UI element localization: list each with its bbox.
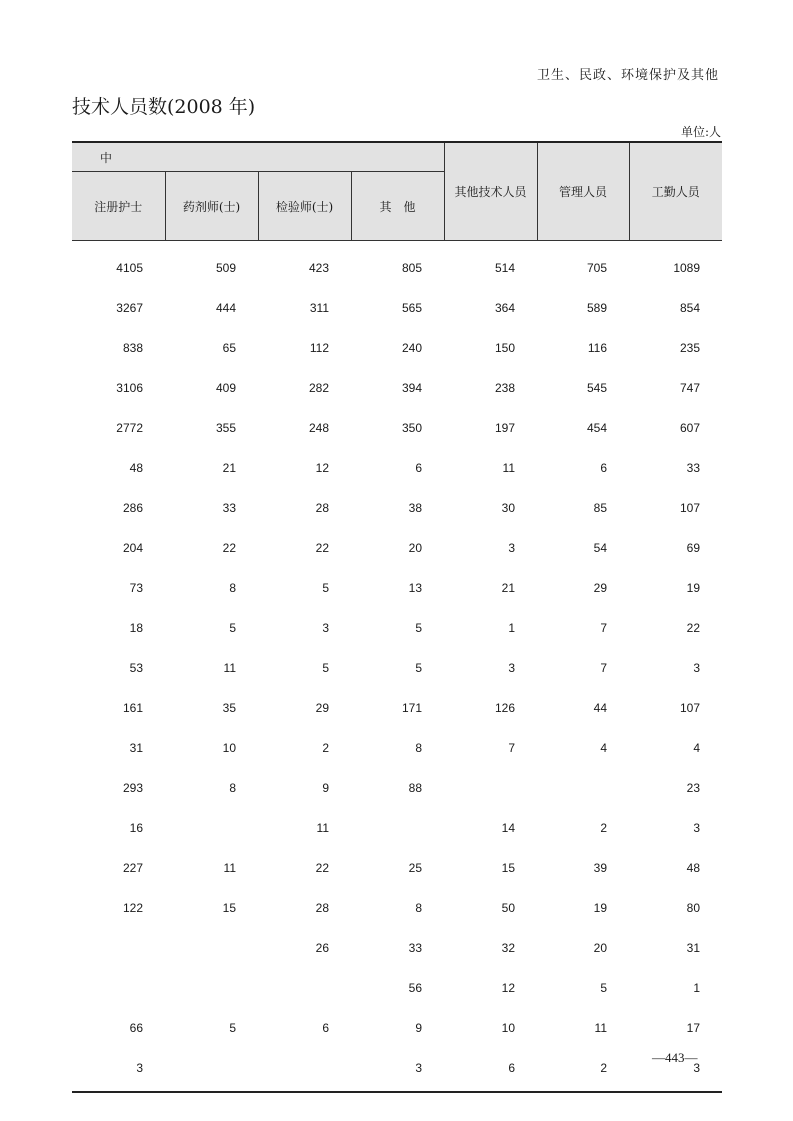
column-header: 注册护士 (72, 172, 165, 241)
table-cell: 44 (593, 701, 608, 715)
table-cell: 19 (686, 581, 701, 595)
table-cell: 116 (587, 341, 608, 355)
table-cell: 311 (309, 301, 329, 315)
table-row (72, 528, 722, 568)
table-cell (72, 968, 165, 1008)
data-table (72, 141, 722, 1093)
column-header: 检验师(士) (258, 172, 351, 241)
table-cell: 12 (501, 981, 516, 995)
table-cell: 364 (494, 301, 516, 315)
table-row (72, 848, 722, 888)
table-cell: 22 (315, 541, 329, 555)
page-number: —443— (652, 1050, 698, 1065)
table-cell: 112 (309, 341, 329, 355)
table-row (72, 448, 722, 488)
table-cell: 19 (593, 901, 608, 915)
table-cell (165, 968, 258, 1008)
table-cell: 73 (129, 581, 143, 595)
table-cell: 33 (222, 501, 236, 515)
table-cell: 3267 (116, 301, 143, 315)
table-cell: 589 (586, 301, 608, 315)
table-cell: 3 (693, 821, 701, 835)
table-cell: 126 (494, 701, 516, 715)
column-header: 其他技术人员 (444, 142, 537, 241)
table-cell: 9 (415, 1021, 423, 1035)
table-cell: 6 (415, 461, 423, 475)
table-cell: 854 (679, 301, 701, 315)
table-cell: 248 (308, 421, 329, 435)
table-cell: 6 (600, 461, 608, 475)
table-cell: 4105 (116, 261, 143, 275)
table-cell: 48 (686, 861, 701, 875)
table-cell: 8 (415, 741, 423, 755)
table-cell: 53 (129, 661, 143, 675)
table-cell: 66 (129, 1021, 143, 1035)
table-cell: 5 (229, 1021, 236, 1035)
technical-staff-table (72, 141, 722, 1093)
table-cell: 25 (408, 861, 423, 875)
table-cell: 11 (223, 861, 236, 875)
table-cell: 11 (502, 461, 516, 475)
table-cell: 13 (408, 581, 423, 595)
table-cell: 5 (322, 581, 329, 595)
table-cell: 122 (122, 901, 143, 915)
table-cell: 33 (408, 941, 423, 955)
table-cell: 3 (508, 541, 516, 555)
table-cell (537, 768, 629, 808)
table-cell: 350 (401, 421, 423, 435)
table-row (72, 888, 722, 928)
table-cell: 28 (315, 501, 329, 515)
table-cell: 2772 (116, 421, 143, 435)
table-cell: 20 (408, 541, 423, 555)
table-cell: 805 (401, 261, 423, 275)
table-cell: 394 (401, 381, 423, 395)
column-header: 工勤人员 (629, 142, 722, 241)
table-cell: 6 (322, 1021, 329, 1035)
table-row (72, 928, 722, 968)
table-cell: 514 (494, 261, 516, 275)
table-cell: 39 (593, 861, 608, 875)
table-cell: 7 (600, 661, 608, 675)
table-cell: 8 (415, 901, 423, 915)
table-row (72, 408, 722, 448)
table-cell: 509 (215, 261, 236, 275)
table-cell: 22 (686, 621, 701, 635)
table-cell: 235 (679, 341, 701, 355)
table-cell: 15 (501, 861, 516, 875)
table-cell: 4 (600, 741, 608, 755)
table-cell: 26 (315, 941, 329, 955)
table-cell: 5 (415, 661, 423, 675)
table-cell: 32 (501, 941, 516, 955)
table-cell: 5 (322, 661, 329, 675)
table-row (72, 808, 722, 848)
table-cell: 33 (686, 461, 701, 475)
table-cell: 23 (686, 781, 701, 795)
table-cell: 22 (315, 861, 329, 875)
table-cell: 1 (508, 621, 516, 635)
table-cell: 48 (129, 461, 143, 475)
table-cell: 5 (600, 981, 608, 995)
table-cell: 6 (444, 1048, 537, 1092)
table-row (72, 328, 722, 368)
table-cell: 35 (222, 701, 236, 715)
table-cell: 31 (129, 741, 143, 755)
table-cell: 3106 (116, 381, 143, 395)
table-cell: 21 (222, 461, 236, 475)
table-cell: 10 (222, 741, 236, 755)
table-cell: 29 (315, 701, 329, 715)
table-row (72, 968, 722, 1008)
table-row (72, 288, 722, 328)
table-cell: 7 (600, 621, 608, 635)
table-cell: 4 (693, 741, 701, 755)
table-cell: 107 (679, 701, 701, 715)
table-cell: 5 (229, 621, 236, 635)
table-cell: 293 (122, 781, 143, 795)
table-cell: 15 (222, 901, 236, 915)
table-cell: 80 (686, 901, 701, 915)
table-cell: 21 (501, 581, 516, 595)
table-cell (72, 928, 165, 968)
column-header: 其 他 (351, 172, 444, 241)
table-row (72, 768, 722, 808)
table-cell: 838 (122, 341, 143, 355)
table-cell: 3 (508, 661, 516, 675)
table-cell: 747 (679, 381, 701, 395)
table-cell: 545 (586, 381, 608, 395)
table-row (72, 688, 722, 728)
table-cell: 2 (600, 821, 608, 835)
table-cell: 171 (401, 701, 423, 715)
table-cell: 22 (222, 541, 236, 555)
table-cell: 204 (122, 541, 143, 555)
table-cell: 38 (408, 501, 423, 515)
table-cell: 56 (408, 981, 423, 995)
table-row (72, 241, 722, 289)
table-cell: 11 (316, 821, 329, 835)
table-row (72, 368, 722, 408)
page-title: 技术人员数(2008 年) (72, 96, 256, 118)
table-cell (444, 768, 537, 808)
table-cell (165, 928, 258, 968)
table-cell: 444 (215, 301, 236, 315)
table-cell: 28 (315, 901, 329, 915)
table-cell: 3 (322, 621, 329, 635)
table-cell: 18 (129, 621, 143, 635)
group-header: 中 (72, 142, 444, 172)
table-cell: 50 (501, 901, 516, 915)
table-cell (258, 968, 351, 1008)
table-cell: 240 (401, 341, 423, 355)
table-cell: 286 (122, 501, 143, 515)
table-cell: 30 (501, 501, 516, 515)
table-cell: 16 (129, 821, 143, 835)
table-row (72, 608, 722, 648)
table-cell: 9 (322, 781, 329, 795)
table-cell: 1 (693, 981, 701, 995)
table-cell: 31 (686, 941, 701, 955)
table-row (72, 728, 722, 768)
table-cell: 2 (322, 741, 329, 755)
running-head: 卫生、民政、环境保护及其他 (536, 68, 719, 83)
table-cell: 454 (586, 421, 608, 435)
table-cell: 705 (586, 261, 608, 275)
table-cell: 29 (593, 581, 608, 595)
table-cell: 3 (693, 661, 701, 675)
table-cell: 607 (679, 421, 701, 435)
table-cell: 12 (315, 461, 329, 475)
table-cell: 227 (122, 861, 143, 875)
table-cell: 107 (679, 501, 701, 515)
table-cell: 355 (215, 421, 236, 435)
table-cell: 69 (686, 541, 701, 555)
table-row (72, 648, 722, 688)
table-row (72, 488, 722, 528)
table-cell: 85 (593, 501, 608, 515)
table-cell: 3 (629, 1048, 722, 1092)
table-cell: 14 (501, 821, 516, 835)
table-row (72, 1048, 722, 1092)
table-cell: 17 (686, 1021, 701, 1035)
table-row (72, 1008, 722, 1048)
table-cell: 423 (308, 261, 329, 275)
unit-label: 单位:人 (680, 125, 721, 139)
table-cell: 282 (308, 381, 329, 395)
table-cell: 65 (222, 341, 236, 355)
table-cell (165, 808, 258, 848)
table-cell: 11 (594, 1021, 608, 1035)
table-cell: 8 (229, 781, 236, 795)
table-cell: 10 (501, 1021, 516, 1035)
table-cell: 3 (351, 1048, 444, 1092)
table-cell (165, 1048, 258, 1092)
column-header: 药剂师(士) (165, 172, 258, 241)
table-cell: 197 (494, 421, 516, 435)
table-cell: 565 (401, 301, 423, 315)
table-cell (351, 808, 444, 848)
table-cell: 5 (415, 621, 423, 635)
table-cell: 409 (215, 381, 236, 395)
table-cell: 8 (229, 581, 236, 595)
column-header: 管理人员 (537, 142, 629, 241)
table-cell: 20 (593, 941, 608, 955)
table-cell: 7 (508, 741, 516, 755)
table-cell: 161 (122, 701, 143, 715)
table-row (72, 568, 722, 608)
table-cell: 54 (593, 541, 608, 555)
table-cell: 2 (537, 1048, 629, 1092)
table-cell: 238 (494, 381, 516, 395)
table-cell: 3 (72, 1048, 165, 1092)
table-body (72, 241, 722, 1093)
table-cell (258, 1048, 351, 1092)
table-cell: 88 (408, 781, 423, 795)
table-cell: 150 (494, 341, 516, 355)
table-cell: 11 (223, 661, 236, 675)
table-cell: 1089 (673, 261, 701, 275)
